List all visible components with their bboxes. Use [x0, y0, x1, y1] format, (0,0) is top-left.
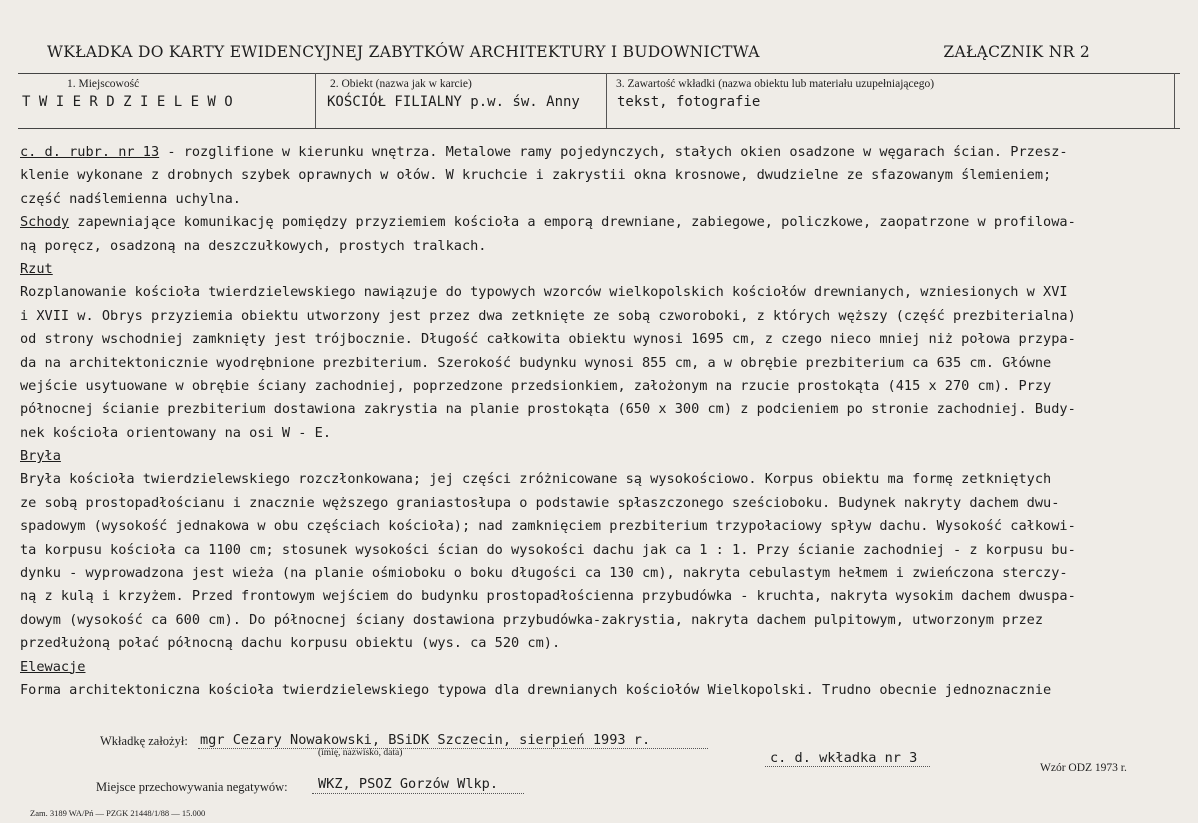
- author-hint: (imię, nazwisko, data): [318, 748, 403, 758]
- continued-dotted-line: [765, 766, 930, 767]
- negatives-dotted-line: [312, 793, 524, 794]
- text-span: - rozglifione w kierunku wnętrza. Metalowe ramy pojedynczych, stałych okien osadzone w węgarach ścian. Przesz-: [159, 144, 1068, 160]
- section-heading-plan: Rzut: [20, 260, 53, 277]
- field-label-contents: 3. Zawartość wkładki (nazwa obiektu lub materiału uzupełniającego): [616, 78, 935, 90]
- text-line: Rozplanowanie kościoła twierdzielewskiego nawiązuje do typowych wzorców wielkopolskich kościołów drewnianych, wzniesionych w XVI: [20, 284, 1068, 301]
- header-bottom-rule: [18, 128, 1180, 129]
- author-dotted-line: [198, 748, 708, 749]
- field-value-object: KOŚCIÓŁ FILIALNY p.w. św. Anny: [327, 94, 580, 110]
- text-line: ta korpusu kościoła ca 1100 cm; stosunek wysokości ścian do wysokości dachu jak ca 1 : 1. Przy ścianie zachodniej - z korpusu bu-: [20, 541, 1076, 558]
- attachment-number: ZAŁĄCZNIK NR 2: [943, 43, 1090, 61]
- text-line: klenie wykonane z drobnych szybek oprawnych w ołów. W kruchcie i zakrystii okna krosnowe, dwudzielne ze sfazowanym ślemieniem;: [20, 167, 1052, 184]
- negatives-label: Miejsce przechowywania negatywów:: [96, 780, 288, 794]
- text-line: nek kościoła orientowany na osi W - E.: [20, 424, 331, 441]
- text-line: Bryła kościoła twierdzielewskiego rozczłonkowana; jej części zróżnicowane są wysokościowo. Korpus obiektu ma formę zetkniętych: [20, 471, 1052, 488]
- text-line: da na architektonicznie wyodrębnione prezbiterium. Szerokość budynku wynosi 855 cm, a w obrębie prezbiterium ca 635 cm. Główne: [20, 354, 1052, 371]
- text-span: zapewniające komunikację pomiędzy przyziemiem kościoła a emporą drewniane, zabiegowe, policzkowe, zaopatrzone w profilowa-: [69, 214, 1076, 231]
- continued-note: c. d. wkładka nr 3: [770, 750, 918, 766]
- author-value: mgr Cezary Nowakowski, BSiDK Szczecin, sierpień 1993 r.: [200, 732, 651, 748]
- form-model: Wzór ODZ 1973 r.: [1040, 762, 1127, 774]
- text-line: od strony wschodniej zamknięty jest trójbocznie. Długość całkowita obiektu wynosi 1695 cm, z czego nieco mniej niż połowa przypa-: [20, 331, 1076, 348]
- field-divider: [1174, 73, 1175, 128]
- typed-text-body: [20, 141, 1190, 702]
- top-rule: [18, 73, 1180, 74]
- text-line: dynku - wyprowadzona jest wieża (na planie ośmioboku o boku długości ca 130 cm), nakryta cebulastym hełmem i zwieńczona sterczy-: [20, 565, 1068, 582]
- text-line: dowym (wysokość ca 600 cm). Do północnej ściany dostawiona przybudówka-zakrystia, nakryta dachem pulpitowym, utworzonym przez: [20, 611, 1044, 628]
- text-line: część nadślemienna uchylna.: [20, 190, 241, 207]
- text-line: przedłużoną połać północną dachu korpusu obiektu (wys. ca 520 cm).: [20, 635, 561, 652]
- field-divider: [606, 73, 607, 128]
- field-value-contents: tekst, fotografie: [617, 94, 761, 110]
- text-line: ną z kulą i krzyżem. Przed frontowym wejściem do budynku prostopadłościenna przybudówka - kruchta, nakryta wysokim dachem dwuspa-: [20, 588, 1076, 605]
- reference-label: c. d. rubr. nr 13: [20, 144, 160, 160]
- section-heading-mass: Bryła: [20, 448, 61, 465]
- text-line: północnej ścianie prezbiterium dostawiona zakrystia na planie prostokąta (650 x 300 cm) z podcieniem po stronie zachodniej. Budy-: [20, 401, 1076, 418]
- text-line: wejście usytuowane w obrębie ściany zachodniej, poprzedzone przedsionkiem, założonym na rzucie prostokąta (415 x 270 cm). Przy: [20, 377, 1052, 394]
- text-line: ze sobą prostopadłościanu i znacznie węższego graniastosłupa o podstawie spłaszczonego sześcioboku. Budynek nakryty dachem dwu-: [20, 494, 1060, 511]
- field-divider: [315, 73, 316, 128]
- field-value-locality: T W I E R D Z I E L E W O: [22, 94, 233, 110]
- field-label-object: 2. Obiekt (nazwa jak w karcie): [330, 78, 472, 90]
- section-heading-elevations: Elewacje: [20, 658, 86, 675]
- text-line: Forma architektoniczna kościoła twierdzielewskiego typowa dla drewnianych kościołów Wielkopolski. Trudno obecnie jednoznacznie: [20, 681, 1052, 698]
- negatives-value: WKZ, PSOZ Gorzów Wlkp.: [318, 776, 499, 792]
- form-title: WKŁADKA DO KARTY EWIDENCYJNEJ ZABYTKÓW ARCHITEKTURY I BUDOWNICTWA: [47, 43, 760, 61]
- text-line: spadowym (wysokość jednakowa w obu częściach kościoła); nad zamknięciem prezbiterium trzypołaciowy spływ dachu. Wysokość całkowi-: [20, 518, 1076, 535]
- stairs-keyword: Schody: [20, 214, 70, 231]
- text-line: ną poręcz, osadzoną na deszczułkowych, prostych tralkach.: [20, 237, 487, 254]
- text-line: i XVII w. Obrys przyziemia obiektu utworzony jest przez dwa zetknięte ze sobą czworoboki, z których węższy (część prezbiterialna): [20, 307, 1076, 324]
- print-code: Zam. 3189 WA/Pń — PZGK 21448/1/88 — 15.000: [30, 808, 206, 818]
- author-label: Wkładkę założył:: [100, 734, 188, 748]
- field-label-locality: 1. Miejscowość: [67, 78, 140, 90]
- text-line: [20, 211, 1190, 234]
- text-line: [20, 141, 1190, 164]
